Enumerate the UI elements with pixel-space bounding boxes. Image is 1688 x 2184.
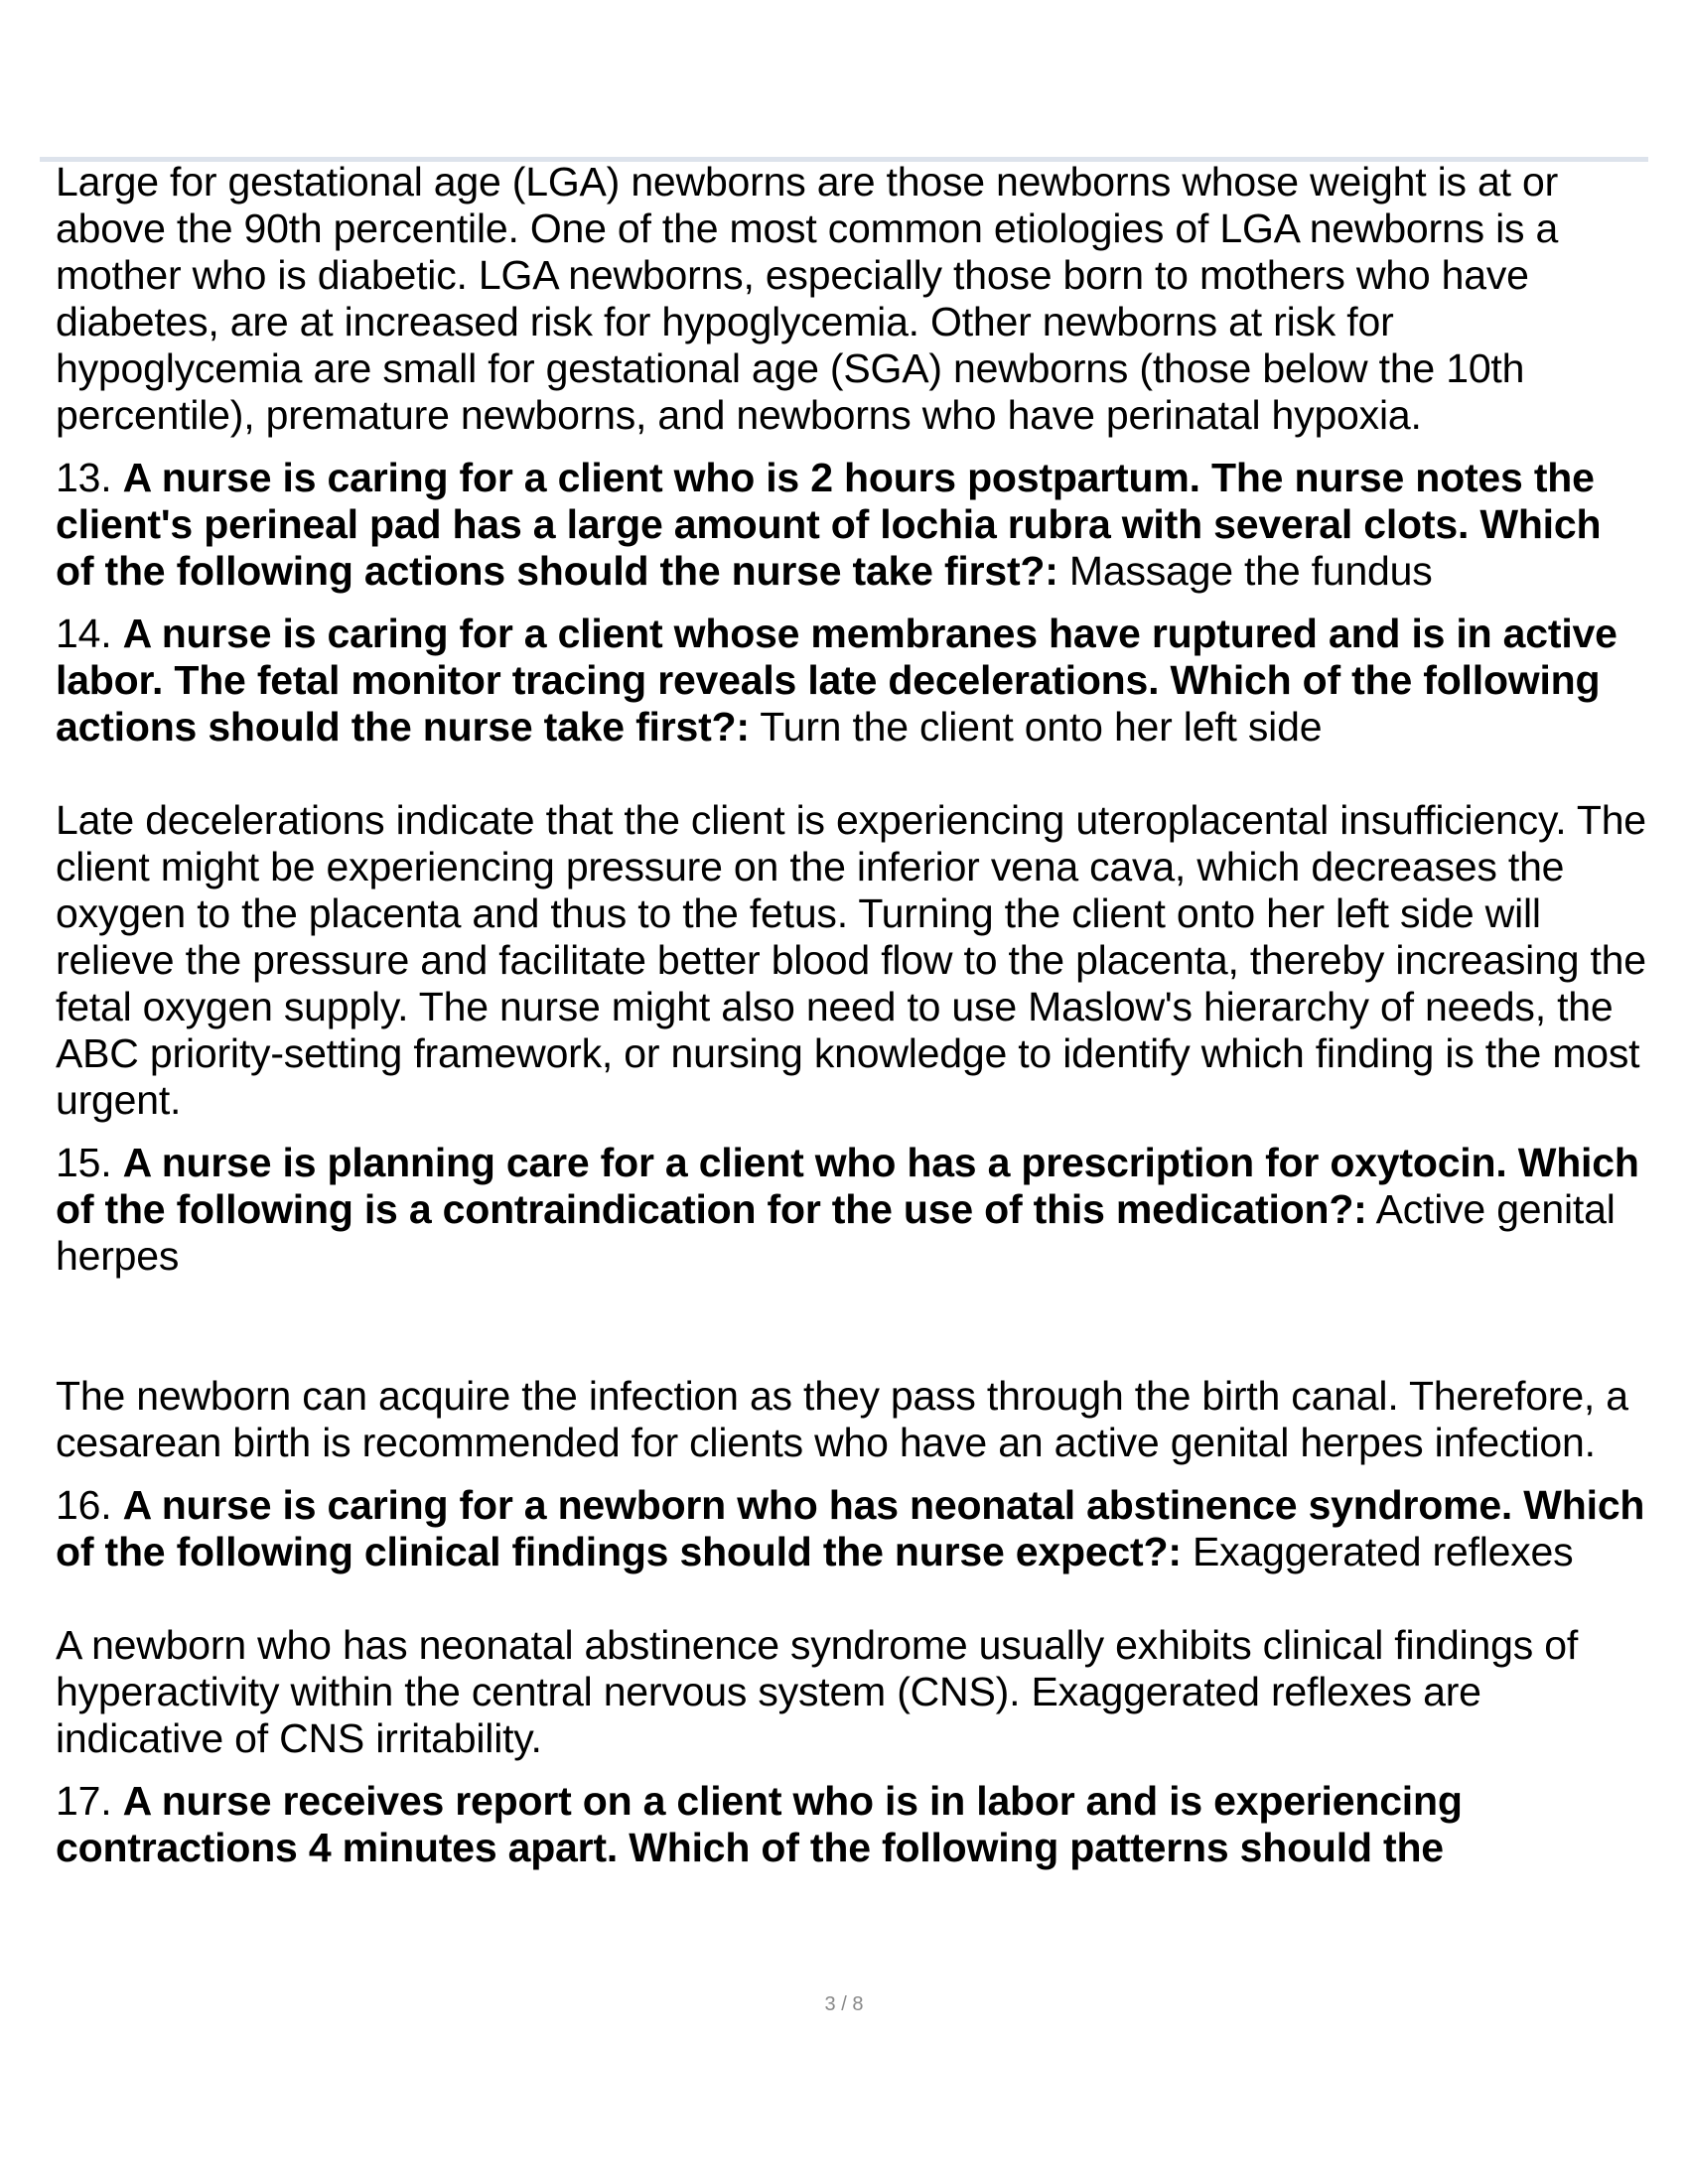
spacer: [56, 1575, 1646, 1622]
rationale-16: A newborn who has neonatal abstinence syndrome usually exhibits clinical findings of hyperactivity within the central nervous system (CNS). Exaggerated reflexes are indicative of CNS irritability.: [56, 1622, 1579, 1761]
question-text: A nurse is caring for a client whose membranes have ruptured and is in active labor. The fetal monitor tracing reveals late decelerations. Which of the following actions should the nurse take first?:: [56, 611, 1618, 750]
question-16: [56, 1466, 1646, 1575]
question-text: A nurse is caring for a client who is 2 hours postpartum. The nurse notes the client's perineal pad has a large amount of lochia rubra with several clots. Which of the following actions should the nurse take first?:: [56, 455, 1602, 594]
question-number: 13.: [56, 455, 112, 500]
page-number: 3 / 8: [824, 1993, 864, 2015]
answer-text: Active genital herpes: [56, 1186, 1616, 1279]
answer-text: Exaggerated reflexes: [1192, 1529, 1574, 1574]
spacer: [56, 1280, 1646, 1373]
question-text: A nurse is caring for a newborn who has neonatal abstinence syndrome. Which of the following clinical findings should the nurse expect?:: [56, 1482, 1645, 1574]
question-14: [56, 595, 1646, 751]
rationale-15: The newborn can acquire the infection as they pass through the birth canal. Therefore, a cesarean birth is recommended for clients who have an active genital herpes infection.: [56, 1373, 1628, 1465]
question-number: 16.: [56, 1482, 112, 1528]
question-17: [56, 1762, 1646, 1871]
intro-paragraph: Large for gestational age (LGA) newborns are those newborns whose weight is at or above the 90th percentile. One of the most common etiologies of LGA newborns is a mother who is diabetic. LGA newborns, especially those born to mothers who have diabetes, are at increased risk for hypoglycemia. Other newborns at risk for hypoglycemia are small for gestational age (SGA) newborns (those below the 10th percentile), premature newborns, and newborns who have perinatal hypoxia.: [56, 159, 1559, 438]
answer-text: Massage the fundus: [1068, 548, 1433, 594]
rationale-14: Late decelerations indicate that the client is experiencing uteroplacental insufficiency. The client might be experiencing pressure on the inferior vena cava, which decreases the oxygen to the placenta and thus to the fetus. Turning the client onto her left side will relieve the pressure and facilitate better blood flow to the placenta, thereby increasing the fetal oxygen supply. The nurse might also need to use Maslow's hierarchy of needs, the ABC priority-setting framework, or nursing knowledge to identify which finding is the most urgent.: [56, 797, 1646, 1123]
question-number: 17.: [56, 1778, 112, 1824]
spacer: [56, 751, 1646, 797]
question-number: 14.: [56, 611, 112, 656]
question-text: A nurse receives report on a client who is in labor and is experiencing contractions 4 minutes apart. Which of the following patterns should the: [56, 1778, 1463, 1870]
question-15: [56, 1124, 1646, 1280]
page-content: [56, 159, 1646, 1871]
answer-text: Turn the client onto her left side: [760, 704, 1323, 750]
question-number: 15.: [56, 1140, 112, 1185]
question-text: A nurse is planning care for a client who has a prescription for oxytocin. Which of the following is a contraindication for the use of this medication?:: [56, 1140, 1639, 1232]
question-13: [56, 439, 1646, 595]
